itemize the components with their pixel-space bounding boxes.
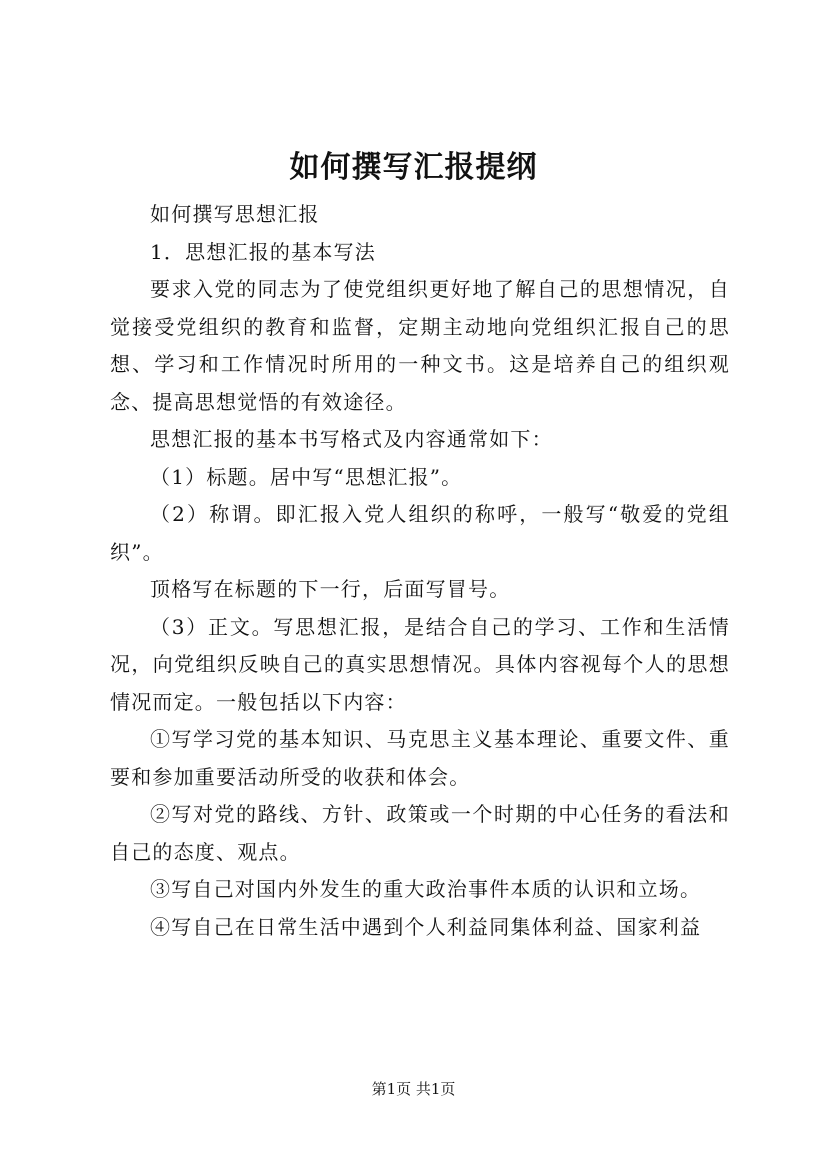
paragraph: 要求入党的同志为了使党组织更好地了解自己的思想情况，自觉接受党组织的教育和监督，定期主动地向党组织汇报自己的思想、学习和工作情况时所用的一种文书。这是培养自己的组织观念、提高思想觉悟的有效途径。	[110, 277, 730, 414]
paragraph: 顶格写在标题的下一行，后面写冒号。	[150, 577, 511, 601]
document-title: 如何撰写汇报提纲	[289, 150, 538, 185]
paragraph: 思想汇报的基本书写格式及内容通常如下：	[150, 427, 553, 451]
document-body	[110, 196, 730, 946]
page-footer: 第1页 共1页	[371, 1080, 456, 1098]
list-item: ①写学习党的基本知识、马克思主义基本理论、重要文件、重要和参加重要活动所受的收获和体会。	[110, 727, 730, 789]
list-item: ②写对党的路线、方针、政策或一个时期的中心任务的看法和自己的态度、观点。	[110, 802, 730, 864]
section-heading: 如何撰写思想汇报	[150, 202, 320, 226]
paragraph: （2）称谓。即汇报入党人组织的称呼，一般写“敬爱的党组织”。	[110, 502, 730, 564]
paragraph: （3）正文。写思想汇报，是结合自己的学习、工作和生活情况，向党组织反映自己的真实思想情况。具体内容视每个人的思想情况而定。一般包括以下内容：	[110, 614, 730, 714]
list-item: ④写自己在日常生活中遇到个人利益同集体利益、国家利益	[150, 914, 702, 939]
subsection-heading: 1．思想汇报的基本写法	[150, 239, 376, 264]
paragraph: （1）标题。居中写“思想汇报”。	[150, 464, 463, 489]
list-item: ③写自己对国内外发生的重大政治事件本质的认识和立场。	[150, 877, 702, 901]
